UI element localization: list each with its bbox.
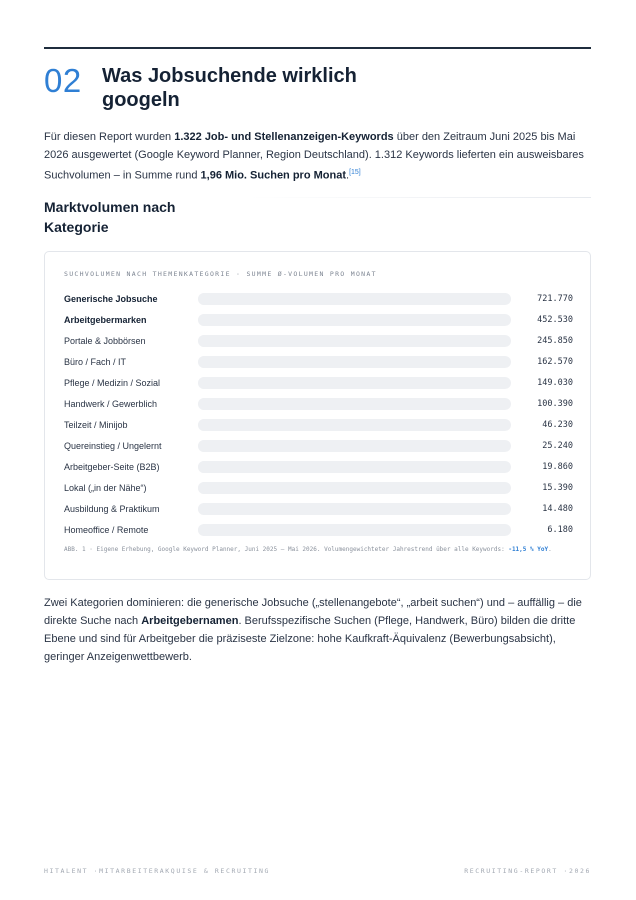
intro-text-2: über den Zeitraum Juni 2025 bis Mai 2026 ausgewertet (Google Keyword Planner, Region Deutschland). 1.312 Keywords lieferten ein ausweisbares Suchvolumen – in Summe rund [44, 131, 584, 182]
bar-track [198, 461, 511, 473]
bar-value-label: 6.180 [547, 525, 573, 535]
report-page [44, 0, 591, 900]
chart-caption [64, 545, 574, 555]
bar-label: Portale & Jobbörsen [64, 336, 146, 346]
bar-row [64, 418, 573, 439]
body-text-1: Zwei Kategorien dominieren: die generische Jobsuche („stellenangebote“, „arbeit suchen“) und – auffällig – die direkte Suche nach [44, 597, 582, 627]
intro-text-1: Für diesen Report wurden [44, 131, 175, 143]
bar [198, 356, 268, 368]
bar-label: Homeoffice / Remote [64, 525, 149, 535]
bar-track [198, 440, 511, 452]
bar-chart [64, 292, 573, 544]
bar-row [64, 355, 573, 376]
chart-title: SUCHVOLUMEN NACH THEMENKATEGORIE · SUMME Ø-VOLUMEN PRO MONAT [64, 270, 377, 278]
section-number: 02 [44, 62, 82, 99]
bar-row [64, 376, 573, 397]
bar-track [198, 356, 511, 368]
bar [198, 314, 394, 326]
bar-row [64, 292, 573, 313]
bar-track [198, 482, 511, 494]
intro-paragraph [44, 128, 589, 185]
bar [198, 482, 205, 494]
bar-row [64, 523, 573, 544]
bar-label: Teilzeit / Minijob [64, 420, 128, 430]
bar-label: Quereinstieg / Ungelernt [64, 441, 162, 451]
body-text-2: . Berufsspezifische Suchen (Pflege, Handwerk, Büro) bilden die dritte Ebene und sind für Arbeitgeber die präziseste Zielzone: hohe Kaufkraft-Äquivalenz (Bewerbungsabsicht), geringer Anzeigenwettbewerb. [44, 615, 576, 663]
subsection-heading: Marktvolumen nach Kategorie [44, 199, 176, 235]
body-bold-employer-names: Arbeitgebernamen [141, 615, 239, 627]
bar [198, 335, 305, 347]
bar-label: Generische Jobsuche [64, 294, 158, 304]
top-rule [44, 47, 591, 49]
bar-value-label: 14.480 [542, 504, 573, 514]
intro-keyword-count: 1.322 Job- und Stellenanzeigen-Keywords [174, 131, 394, 143]
bar-track [198, 524, 511, 536]
caption-text: ABB. 1 · Eigene Erhebung, Google Keyword Planner, Juni 2025 – Mai 2026. Volumengewichteter Jahrestrend über alle Keywords: [64, 546, 505, 553]
footer-report-name: RECRUITING-REPORT ·2026 [464, 867, 591, 875]
body-paragraph [44, 594, 589, 666]
bar-track [198, 335, 511, 347]
section-title: Was Jobsuchende wirklich googeln [102, 65, 357, 111]
bar-value-label: 15.390 [542, 483, 573, 493]
bar-label: Büro / Fach / IT [64, 357, 127, 367]
bar-track [198, 377, 511, 389]
caption-trend: -11,5 % YoY [508, 546, 549, 553]
bar-value-label: 162.570 [537, 357, 573, 367]
caption-end: . [548, 546, 552, 553]
bar-label: Handwerk / Gewerblich [64, 399, 158, 409]
bar-label: Arbeitgeber-Seite (B2B) [64, 462, 160, 472]
bar-row [64, 502, 573, 523]
bar [198, 377, 263, 389]
bar [198, 524, 201, 536]
bar-track [198, 503, 511, 515]
bar-row [64, 439, 573, 460]
bar-track [198, 314, 511, 326]
bar-value-label: 245.850 [537, 336, 573, 346]
bar-value-label: 721.770 [537, 294, 573, 304]
intro-text-3: . [346, 169, 350, 182]
bar [198, 293, 511, 305]
bar-row [64, 313, 573, 334]
bar-row [64, 334, 573, 355]
bar [198, 461, 207, 473]
bar [198, 398, 242, 410]
bar-value-label: 46.230 [542, 420, 573, 430]
chart-card [44, 251, 591, 580]
bar-row [64, 481, 573, 502]
bar-value-label: 25.240 [542, 441, 573, 451]
bar [198, 440, 209, 452]
bar-track [198, 293, 511, 305]
citation-link[interactable]: [15] [349, 169, 361, 176]
bar-label: Lokal („in der Nähe“) [64, 483, 147, 493]
bar-value-label: 452.530 [537, 315, 573, 325]
bar-label: Ausbildung & Praktikum [64, 504, 160, 514]
bar-value-label: 149.030 [537, 378, 573, 388]
bar [198, 419, 218, 431]
bar-label: Pflege / Medizin / Sozial [64, 378, 161, 388]
intro-search-volume: 1,96 Mio. Suchen pro Monat [200, 169, 346, 182]
bar-track [198, 398, 511, 410]
footer-brand: HITALENT ·MITARBEITERAKQUISE & RECRUITING [44, 867, 271, 875]
subsection-rule [250, 197, 591, 198]
bar-label: Arbeitgebermarken [64, 315, 147, 325]
bar-row [64, 397, 573, 418]
bar [198, 503, 204, 515]
bar-value-label: 19.860 [542, 462, 573, 472]
bar-row [64, 460, 573, 481]
bar-value-label: 100.390 [537, 399, 573, 409]
bar-track [198, 419, 511, 431]
